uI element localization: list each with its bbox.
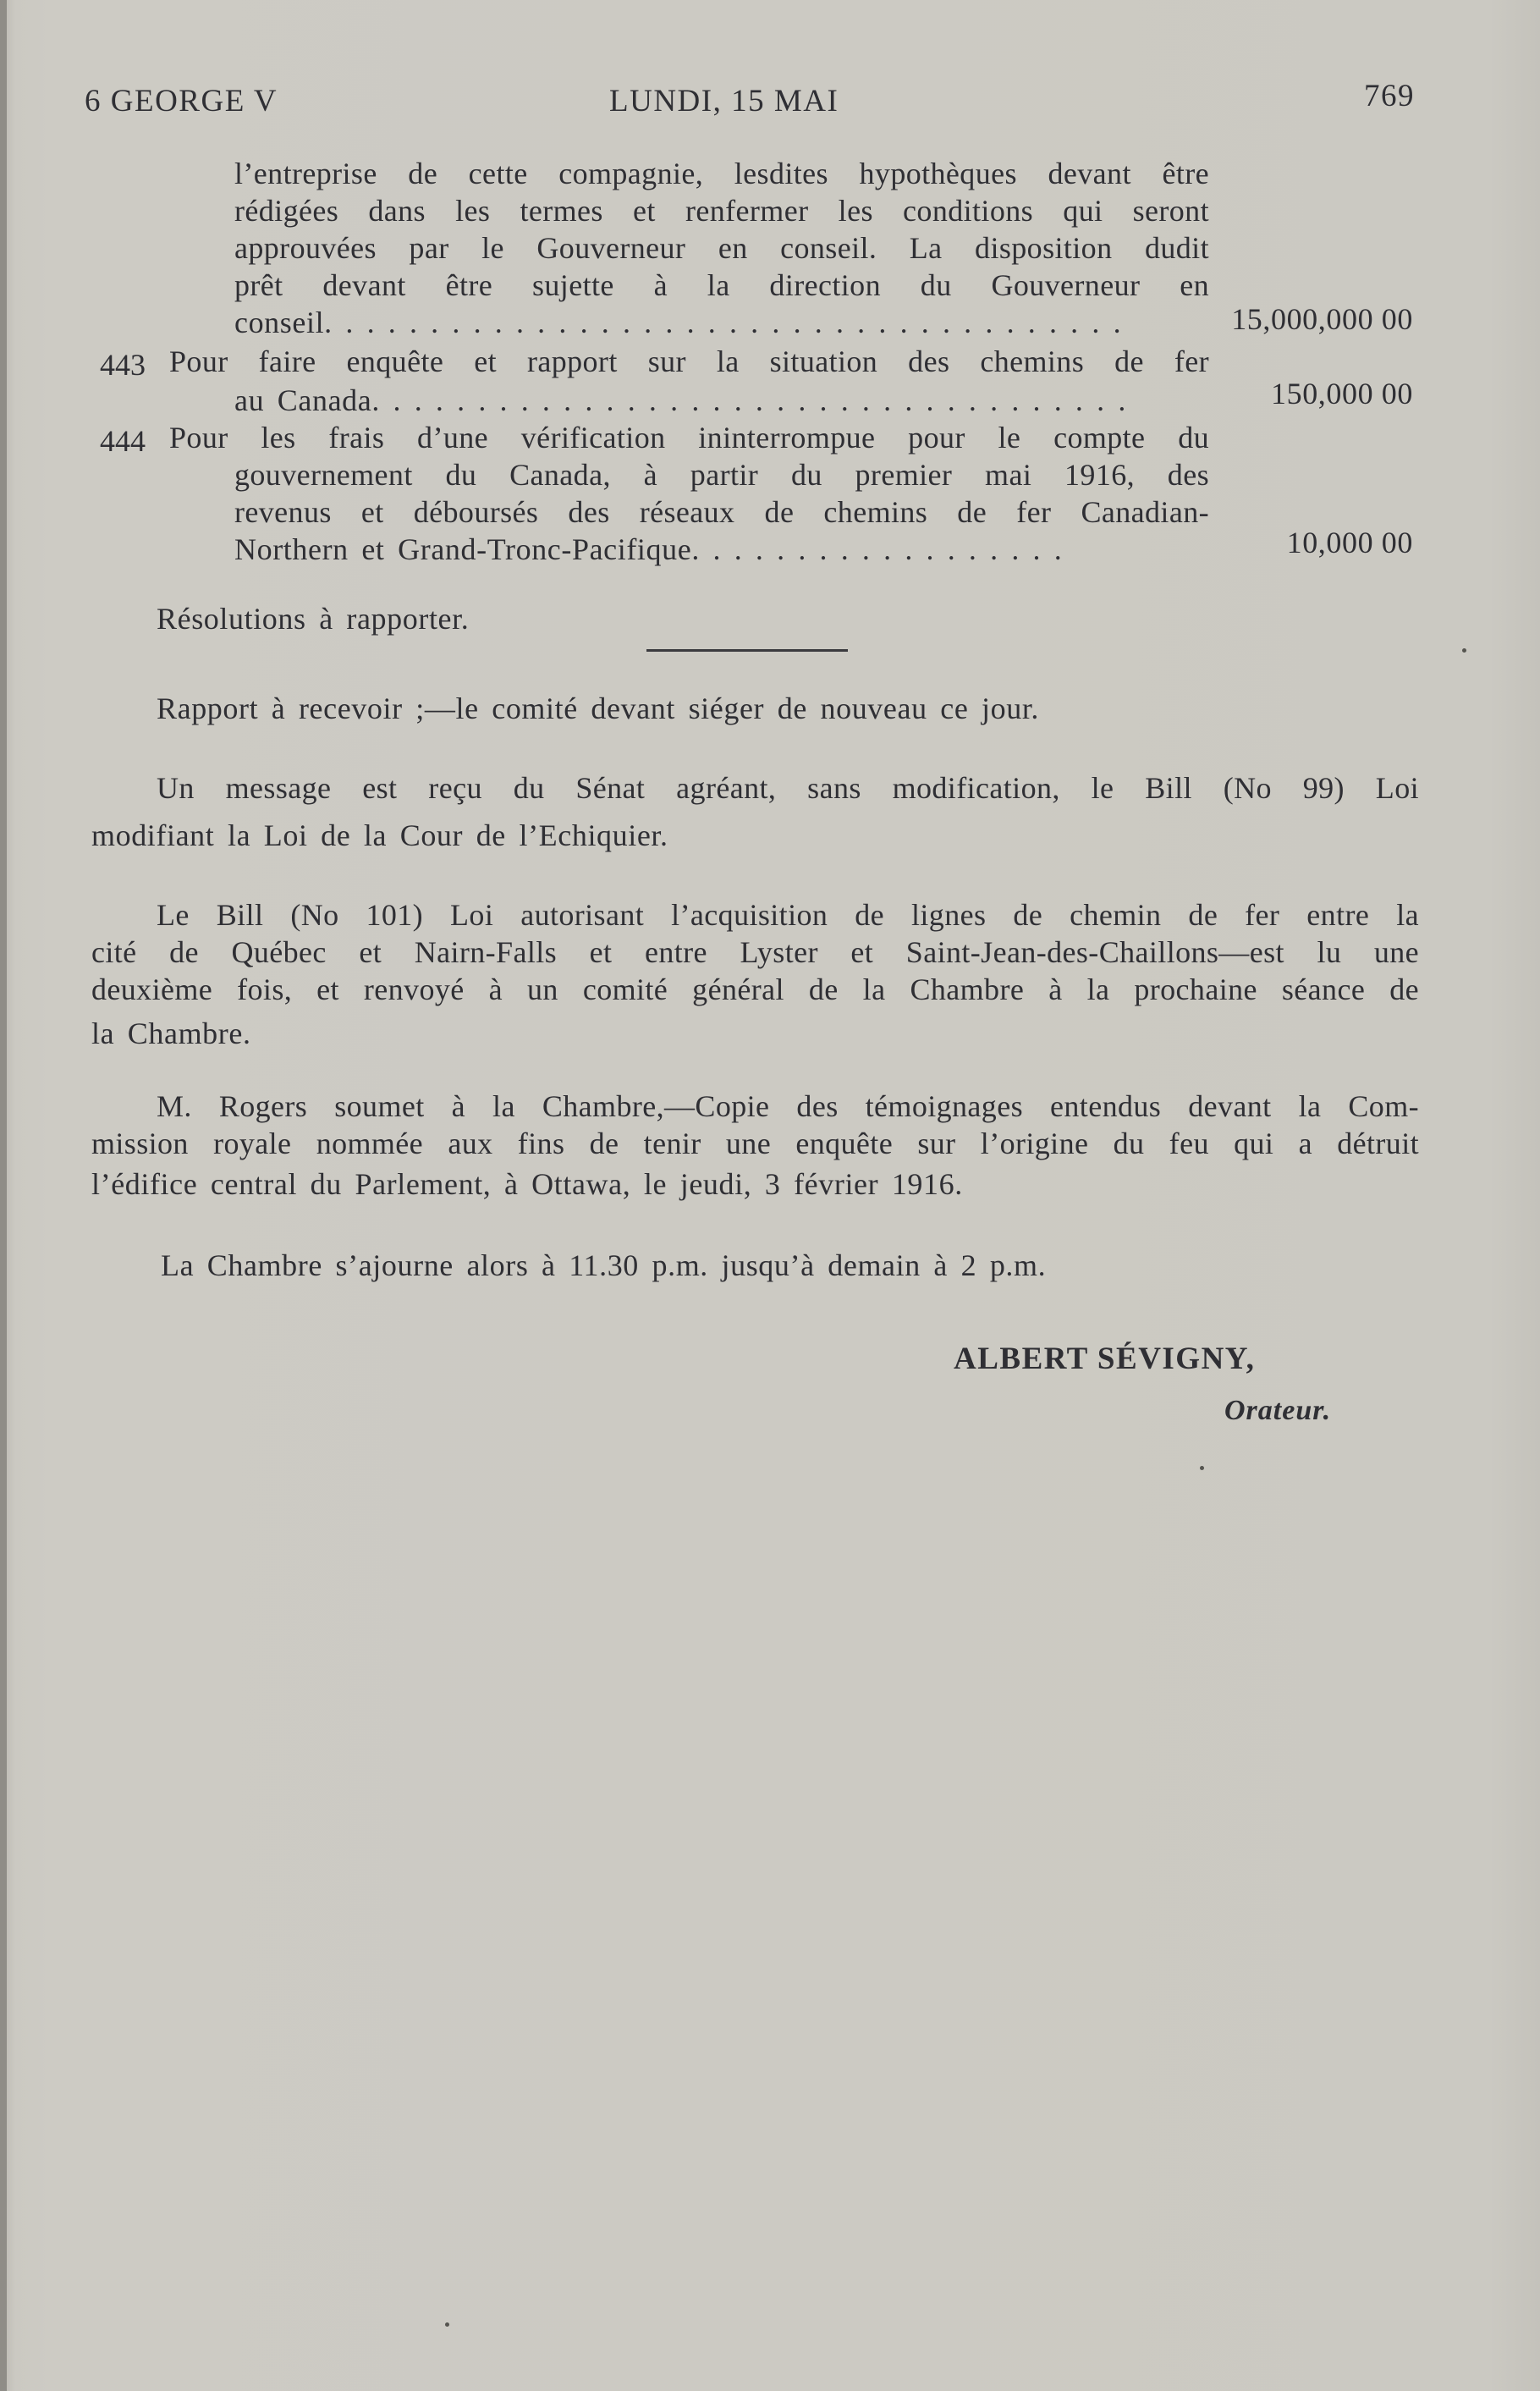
header-date: LUNDI, 15 MAI (609, 84, 839, 118)
item-text-line: gouvernement du Canada, à partir du premier mai 1916, des (234, 458, 1209, 492)
paragraph-bill-line: Le Bill (No 101) Loi autorisant l’acquisition de lignes de chemin de fer entre la (157, 898, 1419, 932)
signature-name: ALBERT SÉVIGNY, (954, 1341, 1256, 1376)
paragraph-rogers-line: M. Rogers soumet à la Chambre,—Copie des témoignages entendus devant la Com- (157, 1089, 1419, 1123)
paragraph-rapport: Rapport à recevoir ;—le comité devant siéger de nouveau ce jour. (157, 691, 1040, 725)
print-speck (445, 2322, 449, 2327)
section-divider (646, 649, 848, 652)
page-number: 769 (1364, 79, 1415, 113)
item-text-line: au Canada. . . . . . . . . . . . . . . . . . . . . . . . . . . . . . . . . . . . (234, 383, 1126, 417)
item-text-line: rédigées dans les termes et renfermer les conditions qui seront (234, 194, 1209, 228)
paragraph-bill-line: cité de Québec et Nairn-Falls et entre Lyster et Saint-Jean-des-Chaillons—est lu une (91, 935, 1419, 969)
item-text-line: conseil. . . . . . . . . . . . . . . . . . . . . . . . . . . . . . . . . . . . . . (234, 306, 1122, 339)
print-speck (1462, 648, 1466, 653)
item-text-line: l’entreprise de cette compagnie, lesdites hypothèques devant être (234, 157, 1209, 190)
item-text-line: approuvées par le Gouverneur en conseil. La disposition dudit (234, 231, 1209, 265)
signature-title: Orateur. (1224, 1395, 1332, 1426)
paragraph-message-line: Un message est reçu du Sénat agréant, sans modification, le Bill (No 99) Loi (157, 771, 1419, 805)
item-text-line: Pour faire enquête et rapport sur la situation des chemins de fer (169, 344, 1209, 378)
paragraph-adjourn: La Chambre s’ajourne alors à 11.30 p.m. jusqu’à demain à 2 p.m. (161, 1248, 1047, 1282)
paragraph-bill-line: la Chambre. (91, 1016, 251, 1050)
resolutions-text: Résolutions à rapporter. (157, 602, 470, 636)
header-session: 6 GEORGE V (85, 84, 278, 118)
item-number: 443 (100, 348, 146, 382)
paragraph-message-line: modifiant la Loi de la Cour de l’Echiquier. (91, 818, 668, 852)
paragraph-rogers-line: l’édifice central du Parlement, à Ottawa, le jeudi, 3 février 1916. (91, 1167, 963, 1201)
paragraph-rogers-line: mission royale nommée aux fins de tenir une enquête sur l’origine du feu qui a détruit (91, 1127, 1419, 1160)
paragraph-bill-line: deuxième fois, et renvoyé à un comité général de la Chambre à la prochaine séance de (91, 972, 1419, 1006)
item-amount: 150,000 00 (1271, 377, 1413, 410)
item-amount: 15,000,000 00 (1231, 302, 1413, 336)
item-number: 444 (100, 424, 146, 458)
item-text-line: Northern et Grand-Tronc-Pacifique. . . . . . . . . . . . . . . . . . (234, 532, 1063, 566)
item-text-line: prêt devant être sujette à la direction du Gouverneur en (234, 268, 1209, 302)
item-text-line: revenus et déboursés des réseaux de chemins de fer Canadian- (234, 495, 1209, 529)
item-text-line: Pour les frais d’une vérification ininterrompue pour le compte du (169, 421, 1209, 455)
print-speck (1200, 1466, 1204, 1470)
item-amount: 10,000 00 (1286, 526, 1413, 559)
book-spine-shadow (0, 0, 7, 2391)
